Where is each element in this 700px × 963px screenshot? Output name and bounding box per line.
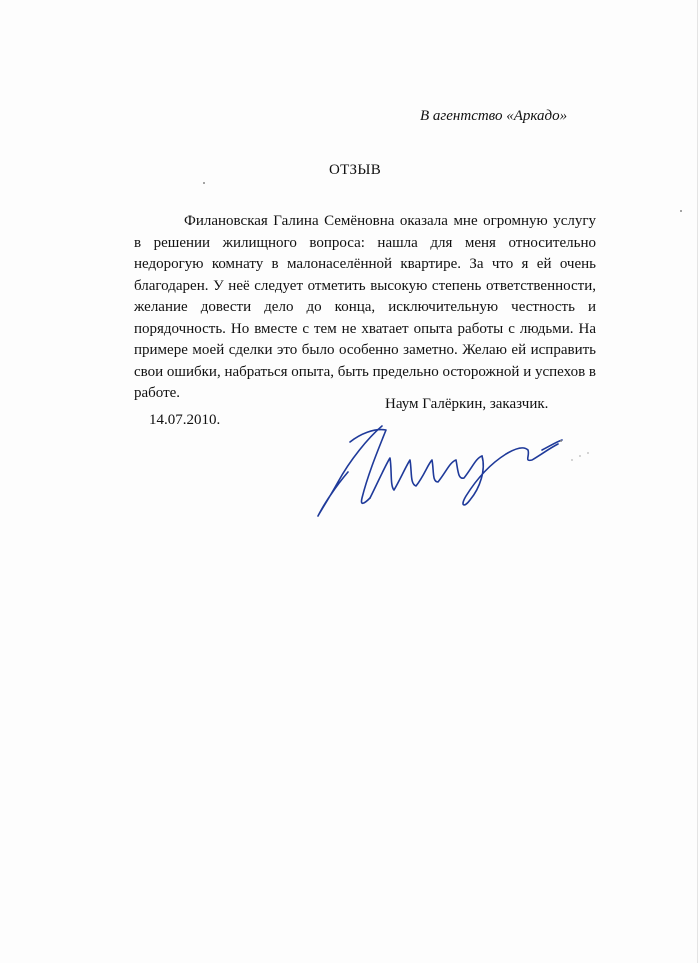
scan-speck [680, 210, 682, 212]
review-body-paragraph: Филановская Галина Семёновна оказала мне огромную услугу в решении жилищного вопроса: нашла для меня относительно недорогую комнату в малонаселённой квартире. За что я ей очень благодарен. У неё следует отметить высокую степень ответственности, желание довести дело до конца, исключительную честность и порядочность. Но вместе с тем не хватает опыта работы с людьми. На примере моей сделки это было особенно заметно. Желаю ей исправить свои ошибки, набраться опыта, быть предельно осторожной и успехов в работе. [134, 213, 596, 401]
page-edge-line [697, 0, 698, 963]
scan-speck [560, 440, 562, 442]
addressee-line: В агентство «Аркадо» [420, 108, 568, 124]
handwritten-signature [310, 420, 600, 530]
document-date: 14.07.2010. [149, 412, 221, 428]
document-title: ОТЗЫВ [328, 162, 382, 178]
scan-speck [203, 182, 205, 184]
signer-name: Наум Галёркин, заказчик. [385, 396, 549, 412]
